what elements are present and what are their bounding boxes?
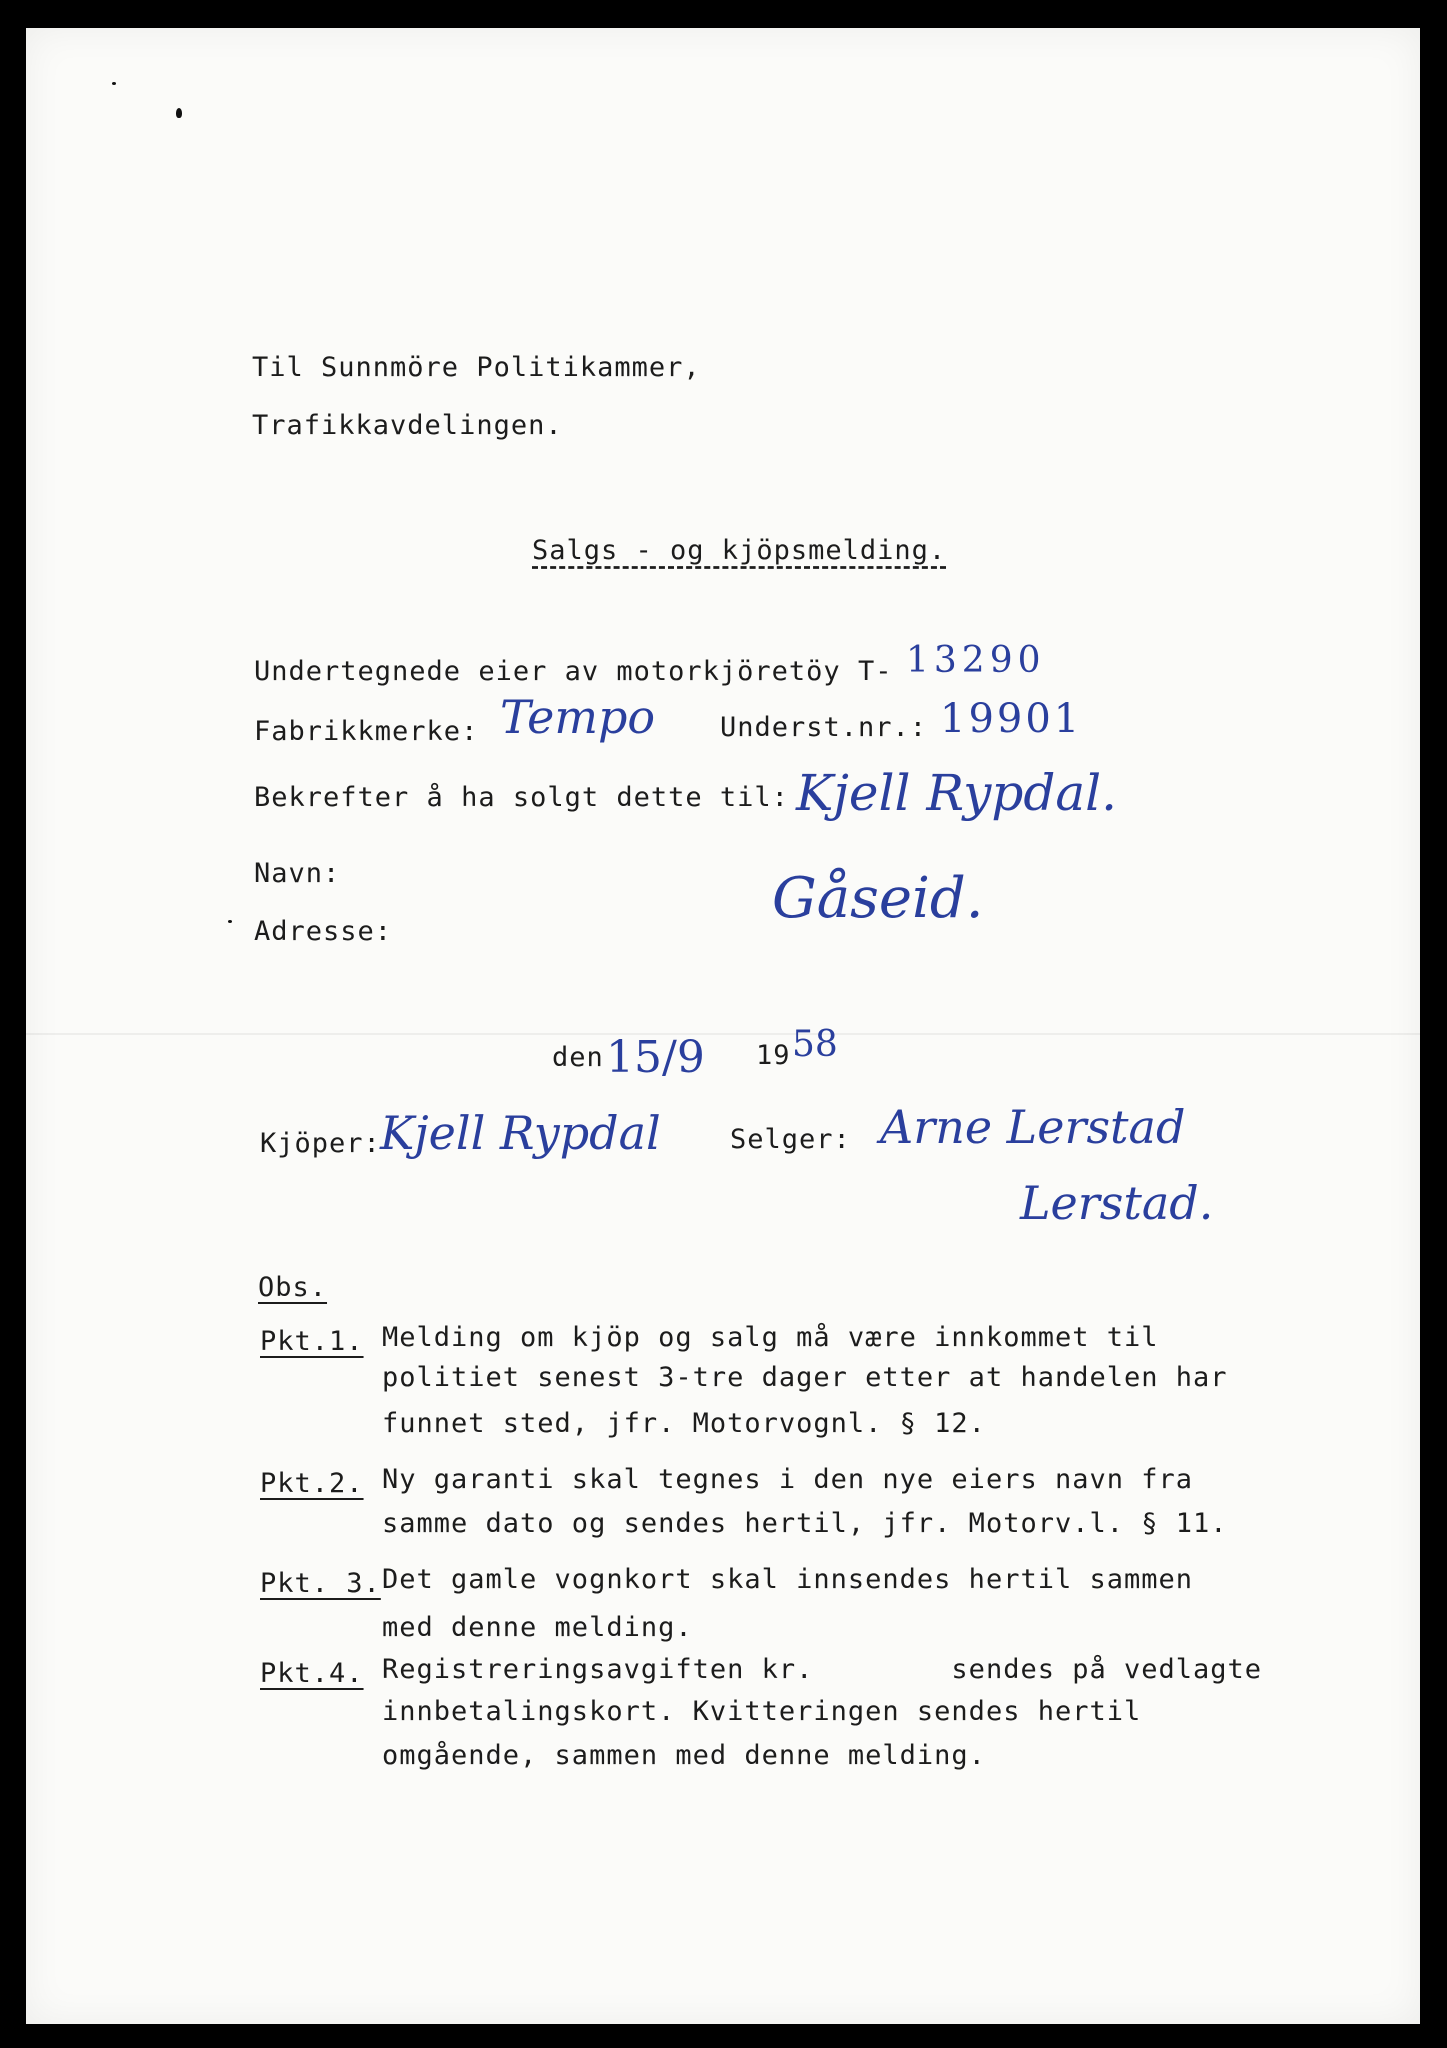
ink-speck [112, 82, 116, 85]
reg-number-handwritten: 13290 [906, 640, 1046, 681]
buyer-signature: Kjell Rypdal [380, 1106, 661, 1160]
owner-label: Undertegnede eier av motorkjöretöy T- [254, 656, 893, 687]
note-label: Pkt. 3. [260, 1568, 381, 1599]
name-label: Navn: [254, 858, 341, 889]
note-label: Pkt.2. [260, 1468, 364, 1499]
seller-signature-line-1: Arne Lerstad [880, 1100, 1186, 1154]
date-day-month-handwritten: 15/9 [606, 1032, 705, 1083]
address-label: Adresse: [254, 916, 393, 947]
recipient-line-2: Trafikkavdelingen. [252, 410, 563, 441]
note-line: Registreringsavgiften kr. sendes på vedlagte [382, 1654, 1263, 1685]
ink-speck [228, 920, 232, 923]
chassis-label: Underst.nr.: [720, 712, 928, 743]
recipient-line-1: Til Sunnmöre Politikammer, [252, 352, 701, 383]
ink-speck [176, 108, 182, 118]
date-year-typed: 19 [756, 1040, 791, 1071]
date-year-handwritten: 58 [792, 1024, 838, 1065]
buyer-name-handwritten: Kjell Rypdal. [796, 764, 1118, 822]
note-label: Pkt.1. [260, 1326, 364, 1357]
document-title: Salgs - og kjöpsmelding. [532, 535, 947, 566]
address-handwritten: Gåseid. [772, 866, 984, 931]
note-line: Melding om kjöp og salg må være innkommet til [382, 1322, 1159, 1353]
date-prefix: den [552, 1042, 604, 1073]
note-line: Det gamle vognkort skal innsendes hertil sammen [382, 1564, 1194, 1595]
notes-heading: Obs. [258, 1272, 328, 1303]
note-line: omgående, sammen med denne melding. [382, 1740, 986, 1771]
sold-to-label: Bekrefter å ha solgt dette til: [254, 782, 789, 813]
note-line: Ny garanti skal tegnes i den nye eiers navn fra [382, 1464, 1194, 1495]
chassis-handwritten: 19901 [940, 696, 1083, 742]
note-label: Pkt.4. [260, 1658, 364, 1689]
brand-label: Fabrikkmerke: [254, 716, 479, 747]
note-line: funnet sted, jfr. Motorvognl. § 12. [382, 1408, 986, 1439]
note-line: politiet senest 3-tre dager etter at handelen har [382, 1362, 1228, 1393]
seller-label: Selger: [730, 1124, 851, 1155]
note-line: samme dato og sendes hertil, jfr. Motorv.l. § 11. [382, 1508, 1228, 1539]
fold-line [26, 1033, 1420, 1035]
brand-handwritten: Tempo [500, 690, 656, 744]
buyer-label: Kjöper: [260, 1128, 381, 1159]
note-line: med denne melding. [382, 1612, 693, 1643]
seller-signature-line-2: Lerstad. [1020, 1176, 1214, 1230]
note-line: innbetalingskort. Kvitteringen sendes hertil [382, 1696, 1142, 1727]
